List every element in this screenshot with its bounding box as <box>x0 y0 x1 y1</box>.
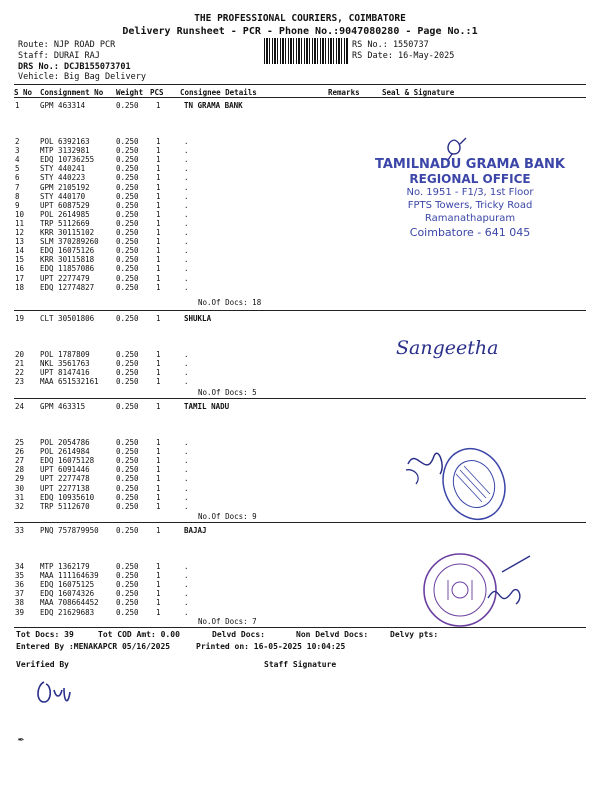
row-sno: 30 <box>15 483 25 493</box>
row-pcs: 1 <box>156 209 161 219</box>
row-sno: 14 <box>15 246 25 256</box>
row-consignment-no: POL 2614984 <box>40 447 90 457</box>
row-consignment-no: EDQ 16075125 <box>40 580 95 590</box>
row-consignee-dot: . <box>184 273 189 283</box>
col-pcs: PCS <box>150 88 164 97</box>
row-pcs: 1 <box>156 228 161 237</box>
entered-by: Entered By :MENAKAPCR 05/16/2025 <box>16 642 171 651</box>
row-consignee-dot: . <box>184 255 189 265</box>
row-sno: 1 <box>15 101 20 110</box>
row-weight: 0.250 <box>116 368 139 378</box>
group-doc-count: No.Of Docs: 9 <box>198 512 257 521</box>
table-row <box>0 314 600 323</box>
row-consignment-no: STY 440170 <box>40 191 86 201</box>
row-consignment-no: POL 2614985 <box>40 209 90 219</box>
group-doc-count: No.Of Docs: 18 <box>198 298 262 307</box>
row-pcs: 1 <box>156 182 161 192</box>
row-consignee-dot: . <box>184 164 189 174</box>
row-consignee: SHUKLA <box>184 314 212 323</box>
row-weight: 0.250 <box>116 465 139 475</box>
row-sno: 5 <box>15 164 20 174</box>
col-seal: Seal & Signature <box>382 88 455 97</box>
total-docs: Tot Docs: 39 <box>16 630 74 639</box>
row-pcs: 1 <box>156 350 161 359</box>
group-separator <box>14 398 586 399</box>
row-consignment-no: EDQ 16074326 <box>40 589 95 599</box>
row-weight: 0.250 <box>116 273 139 283</box>
row-pcs: 1 <box>156 282 161 292</box>
row-consignment-no: UPT 6087529 <box>40 200 90 210</box>
row-pcs: 1 <box>156 483 161 493</box>
row-consignment-no: UPT 6091446 <box>40 465 90 475</box>
row-weight: 0.250 <box>116 218 139 228</box>
row-consignment-no: MTP 3132981 <box>40 146 90 156</box>
row-sno: 2 <box>15 137 20 146</box>
row-weight: 0.250 <box>116 314 139 323</box>
row-weight: 0.250 <box>116 377 139 387</box>
row-weight: 0.250 <box>116 155 139 165</box>
row-consignment-no: MAA 708664452 <box>40 598 99 608</box>
row-consignee: TN GRAMA BANK <box>184 101 243 110</box>
row-sno: 25 <box>15 438 25 447</box>
table-row <box>0 101 600 110</box>
row-pcs: 1 <box>156 368 161 378</box>
row-sno: 27 <box>15 456 25 466</box>
row-sno: 12 <box>15 228 25 237</box>
row-weight: 0.250 <box>116 501 139 511</box>
row-consignment-no: MAA 651532161 <box>40 377 99 387</box>
row-consignment-no: CLT 30501806 <box>40 314 95 323</box>
row-consignee-dot: . <box>184 501 189 511</box>
table-row <box>0 137 600 146</box>
row-consignment-no: EDQ 16075126 <box>40 246 95 256</box>
row-pcs: 1 <box>156 580 161 590</box>
row-consignment-no: EDQ 10736255 <box>40 155 95 165</box>
route-label: Route: NJP ROAD PCR <box>18 40 116 50</box>
row-weight: 0.250 <box>116 101 139 110</box>
group-doc-count: No.Of Docs: 7 <box>198 617 257 626</box>
row-consignee-dot: . <box>184 264 189 274</box>
row-consignee-dot: . <box>184 237 189 247</box>
runsheet-title: Delivery Runsheet - PCR - Phone No.:9047080280 - Page No.:1 <box>122 26 478 37</box>
printed-on: Printed on: 16-05-2025 10:04:25 <box>196 642 346 651</box>
row-pcs: 1 <box>156 438 161 447</box>
row-weight: 0.250 <box>116 164 139 174</box>
table-row <box>0 255 600 264</box>
row-sno: 3 <box>15 146 20 156</box>
total-cod-amount: Tot COD Amt: 0.00 <box>98 630 180 639</box>
row-weight: 0.250 <box>116 137 139 146</box>
row-pcs: 1 <box>156 146 161 156</box>
row-consignee-dot: . <box>184 137 189 146</box>
row-weight: 0.250 <box>116 255 139 265</box>
row-pcs: 1 <box>156 237 161 247</box>
row-consignment-no: SLM 370289260 <box>40 237 99 247</box>
row-sno: 17 <box>15 273 25 283</box>
row-sno: 8 <box>15 191 20 201</box>
row-sno: 26 <box>15 447 25 457</box>
row-consignee-dot: . <box>184 377 189 387</box>
delivered-docs: Delvd Docs: <box>212 630 265 639</box>
row-consignee-dot: . <box>184 571 189 581</box>
row-consignee-dot: . <box>184 182 189 192</box>
row-consignment-no: UPT 2277478 <box>40 474 90 484</box>
row-sno: 29 <box>15 474 25 484</box>
verified-by: Verified By <box>16 660 69 669</box>
row-sno: 39 <box>15 607 25 617</box>
row-sno: 16 <box>15 264 25 274</box>
row-sno: 9 <box>15 200 20 210</box>
row-pcs: 1 <box>156 359 161 369</box>
row-pcs: 1 <box>156 137 161 146</box>
row-pcs: 1 <box>156 314 161 323</box>
sangeetha-text: Sangeetha <box>396 337 499 359</box>
row-pcs: 1 <box>156 402 161 411</box>
non-delivered-docs: Non Delvd Docs: <box>296 630 369 639</box>
row-weight: 0.250 <box>116 589 139 599</box>
row-consignee-dot: . <box>184 607 189 617</box>
staff-signature: Staff Signature <box>264 660 337 669</box>
header-top-rule <box>14 84 586 85</box>
row-sno: 11 <box>15 218 25 228</box>
row-consignee-dot: . <box>184 209 189 219</box>
row-weight: 0.250 <box>116 264 139 274</box>
row-sno: 10 <box>15 209 25 219</box>
row-pcs: 1 <box>156 447 161 457</box>
row-consignee-dot: . <box>184 589 189 599</box>
row-weight: 0.250 <box>116 456 139 466</box>
row-weight: 0.250 <box>116 228 139 237</box>
row-consignment-no: NKL 3561763 <box>40 359 90 369</box>
row-sno: 4 <box>15 155 20 165</box>
row-weight: 0.250 <box>116 402 139 411</box>
row-consignment-no: STY 440241 <box>40 164 86 174</box>
col-consignment: Consignment No <box>40 88 104 97</box>
vehicle-label: Vehicle: Big Bag Delivery <box>18 72 146 82</box>
row-pcs: 1 <box>156 273 161 283</box>
row-consignee-dot: . <box>184 173 189 183</box>
row-sno: 24 <box>15 402 25 411</box>
row-sno: 32 <box>15 501 25 511</box>
row-sno: 18 <box>15 282 25 292</box>
row-consignee-dot: . <box>184 456 189 466</box>
row-consignment-no: POL 1787809 <box>40 350 90 359</box>
row-sno: 6 <box>15 173 20 183</box>
row-consignee-dot: . <box>184 246 189 256</box>
row-consignment-no: EDQ 11857086 <box>40 264 95 274</box>
col-weight: Weight <box>116 88 144 97</box>
row-weight: 0.250 <box>116 350 139 359</box>
table-row <box>0 283 600 292</box>
row-weight: 0.250 <box>116 146 139 156</box>
stamp-address-2: FPTS Towers, Tricky Road <box>407 200 533 211</box>
stamp-address-1: No. 1951 - F1/3, 1st Floor <box>406 187 534 198</box>
row-consignment-no: KRR 30115818 <box>40 255 95 265</box>
row-sno: 21 <box>15 359 25 369</box>
row-weight: 0.250 <box>116 182 139 192</box>
row-consignment-no: POL 2054786 <box>40 438 90 447</box>
col-remarks: Remarks <box>328 88 360 97</box>
row-consignee-dot: . <box>184 146 189 156</box>
row-consignee-dot: . <box>184 155 189 165</box>
table-row <box>0 146 600 155</box>
row-consignee-dot: . <box>184 580 189 590</box>
row-consignment-no: PNQ 757879950 <box>40 526 99 535</box>
row-sno: 37 <box>15 589 25 599</box>
row-pcs: 1 <box>156 264 161 274</box>
row-pcs: 1 <box>156 589 161 599</box>
row-weight: 0.250 <box>116 200 139 210</box>
staff-label: Staff: DURAI RAJ <box>18 51 100 61</box>
rs-date: RS Date: 16-May-2025 <box>352 51 455 61</box>
row-pcs: 1 <box>156 164 161 174</box>
row-weight: 0.250 <box>116 237 139 247</box>
row-sno: 19 <box>15 314 25 323</box>
rs-number: RS No.: 1550737 <box>352 40 429 50</box>
row-weight: 0.250 <box>116 598 139 608</box>
row-pcs: 1 <box>156 465 161 475</box>
row-sno: 38 <box>15 598 25 608</box>
row-pcs: 1 <box>156 101 161 110</box>
row-sno: 23 <box>15 377 25 387</box>
company-name: THE PROFESSIONAL COURIERS, COIMBATORE <box>194 13 406 24</box>
row-weight: 0.250 <box>116 209 139 219</box>
row-consignee-dot: . <box>184 200 189 210</box>
table-row <box>0 246 600 255</box>
row-consignment-no: TRP 5112670 <box>40 501 90 511</box>
header-bottom-rule <box>14 97 586 98</box>
row-weight: 0.250 <box>116 580 139 590</box>
drs-number: DRS No.: DCJB155073701 <box>18 62 131 72</box>
row-consignment-no: UPT 2277138 <box>40 483 90 493</box>
row-sno: 13 <box>15 237 25 247</box>
row-pcs: 1 <box>156 492 161 502</box>
row-sno: 20 <box>15 350 25 359</box>
row-sno: 7 <box>15 182 20 192</box>
row-consignee-dot: . <box>184 282 189 292</box>
row-sno: 28 <box>15 465 25 475</box>
row-pcs: 1 <box>156 246 161 256</box>
row-weight: 0.250 <box>116 447 139 457</box>
delivery-points: Delvy pts: <box>390 630 439 639</box>
row-weight: 0.250 <box>116 246 139 256</box>
row-consignment-no: UPT 2277479 <box>40 273 90 283</box>
row-sno: 35 <box>15 571 25 581</box>
row-consignee-dot: . <box>184 359 189 369</box>
row-consignment-no: GPM 463314 <box>40 101 86 110</box>
row-pcs: 1 <box>156 501 161 511</box>
row-pcs: 1 <box>156 456 161 466</box>
row-weight: 0.250 <box>116 571 139 581</box>
group-doc-count: No.Of Docs: 5 <box>198 388 257 397</box>
barcode <box>264 38 348 64</box>
row-consignee-dot: . <box>184 474 189 484</box>
row-sno: 36 <box>15 580 25 590</box>
row-sno: 31 <box>15 492 25 502</box>
row-weight: 0.250 <box>116 607 139 617</box>
tamil-nadu-stamp <box>402 440 512 530</box>
row-consignee-dot: . <box>184 438 189 447</box>
row-pcs: 1 <box>156 173 161 183</box>
row-pcs: 1 <box>156 255 161 265</box>
handwritten-sangeetha <box>394 334 514 364</box>
table-row <box>0 402 600 411</box>
table-row <box>0 264 600 273</box>
row-consignee-dot: . <box>184 228 189 237</box>
stray-mark: ✒ <box>18 734 25 745</box>
row-weight: 0.250 <box>116 562 139 571</box>
stamp-address-3: Ramanathapuram <box>424 213 516 224</box>
verifier-signature <box>34 676 84 710</box>
row-weight: 0.250 <box>116 282 139 292</box>
row-weight: 0.250 <box>116 526 139 535</box>
row-consignment-no: GPM 2105192 <box>40 182 90 192</box>
stamp-regional-office: REGIONAL OFFICE <box>409 172 531 186</box>
row-consignee-dot: . <box>184 483 189 493</box>
row-weight: 0.250 <box>116 492 139 502</box>
group-separator <box>14 310 586 311</box>
row-consignment-no: MTP 1362179 <box>40 562 90 571</box>
col-consignee: Consignee Details <box>180 88 257 97</box>
row-weight: 0.250 <box>116 438 139 447</box>
row-consignment-no: UPT 8147416 <box>40 368 90 378</box>
row-consignee-dot: . <box>184 447 189 457</box>
row-weight: 0.250 <box>116 191 139 201</box>
row-consignee-dot: . <box>184 218 189 228</box>
table-row <box>0 368 600 377</box>
row-consignee-dot: . <box>184 562 189 571</box>
row-consignee-dot: . <box>184 465 189 475</box>
row-consignment-no: STY 440223 <box>40 173 86 183</box>
row-consignee: BAJAJ <box>184 526 207 535</box>
row-weight: 0.250 <box>116 474 139 484</box>
row-consignee-dot: . <box>184 350 189 359</box>
row-consignee-dot: . <box>184 492 189 502</box>
row-consignment-no: EDQ 12774827 <box>40 282 95 292</box>
row-weight: 0.250 <box>116 359 139 369</box>
row-consignment-no: EDQ 10935610 <box>40 492 95 502</box>
row-consignment-no: TRP 5112669 <box>40 218 90 228</box>
row-pcs: 1 <box>156 218 161 228</box>
row-pcs: 1 <box>156 200 161 210</box>
row-consignment-no: EDQ 16075128 <box>40 456 95 466</box>
row-sno: 33 <box>15 526 25 535</box>
row-sno: 22 <box>15 368 25 378</box>
row-pcs: 1 <box>156 191 161 201</box>
stamp-bank-name: TAMILNADU GRAMA BANK <box>375 157 565 172</box>
row-pcs: 1 <box>156 571 161 581</box>
row-consignee-dot: . <box>184 598 189 608</box>
row-pcs: 1 <box>156 598 161 608</box>
col-sno: S No <box>14 88 33 97</box>
row-consignment-no: POL 6392163 <box>40 137 90 146</box>
row-pcs: 1 <box>156 526 161 535</box>
table-row <box>0 377 600 386</box>
bajaj-stamp <box>420 548 550 638</box>
row-pcs: 1 <box>156 155 161 165</box>
row-weight: 0.250 <box>116 173 139 183</box>
row-consignment-no: EDQ 21629683 <box>40 607 95 617</box>
row-pcs: 1 <box>156 474 161 484</box>
row-pcs: 1 <box>156 607 161 617</box>
stamp-address-4: Coimbatore - 641 045 <box>409 226 531 239</box>
row-sno: 15 <box>15 255 25 265</box>
row-consignee-dot: . <box>184 368 189 378</box>
row-weight: 0.250 <box>116 483 139 493</box>
row-consignee-dot: . <box>184 191 189 201</box>
row-sno: 34 <box>15 562 25 571</box>
row-consignee: TAMIL NADU <box>184 402 230 411</box>
row-pcs: 1 <box>156 562 161 571</box>
row-consignment-no: KRR 30115102 <box>40 228 95 237</box>
table-row <box>0 274 600 283</box>
row-pcs: 1 <box>156 377 161 387</box>
row-consignment-no: MAA 111164639 <box>40 571 99 581</box>
row-consignment-no: GPM 463315 <box>40 402 86 411</box>
